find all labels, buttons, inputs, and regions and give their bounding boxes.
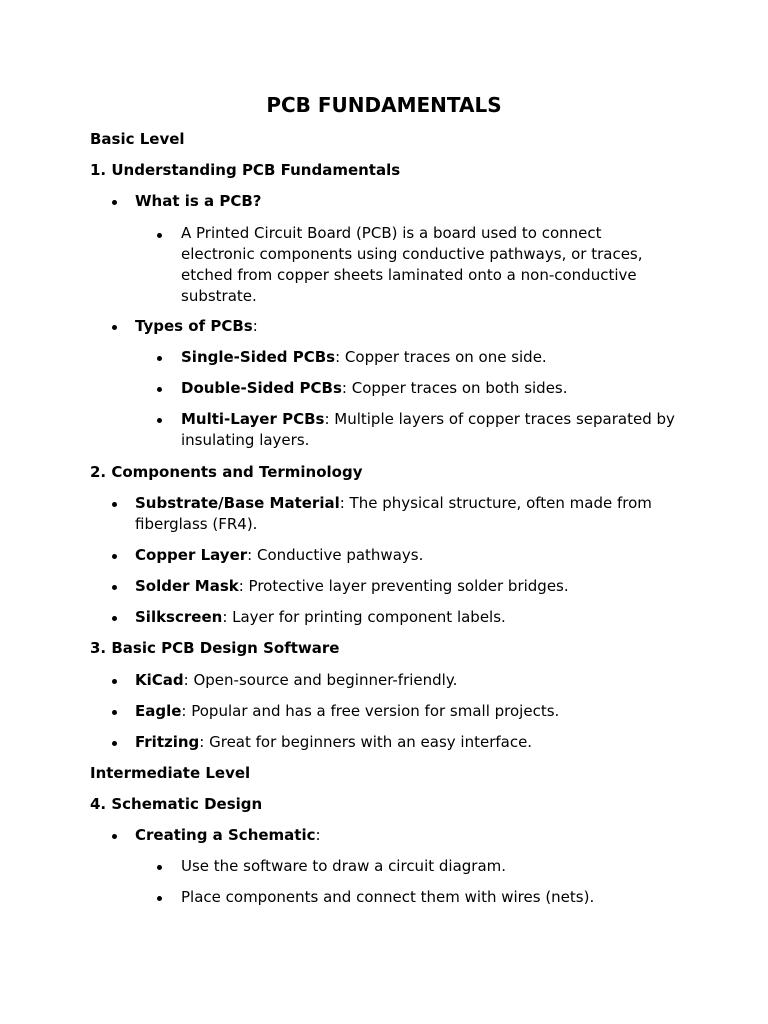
bullet bbox=[112, 710, 118, 716]
types-of-pcbs-item bbox=[135, 316, 680, 337]
terminology-desc: : Layer for printing component labels. bbox=[222, 608, 506, 626]
software-name: KiCad bbox=[135, 671, 184, 689]
bullet bbox=[112, 585, 118, 591]
terminology-item bbox=[135, 545, 680, 566]
bullet bbox=[157, 418, 163, 424]
software-desc: : Open-source and beginner-friendly. bbox=[183, 671, 458, 689]
software-item bbox=[135, 670, 680, 691]
terminology-term: Silkscreen bbox=[135, 608, 223, 626]
bullet bbox=[112, 834, 118, 840]
schematic-step: Place components and connect them with wires (nets). bbox=[181, 888, 595, 906]
pcb-type-term: Multi-Layer PCBs bbox=[181, 410, 325, 428]
bullet bbox=[157, 387, 163, 393]
bullet bbox=[112, 741, 118, 747]
bullet bbox=[157, 896, 163, 902]
pcb-type-term: Single-Sided PCBs bbox=[181, 348, 336, 366]
what-is-pcb-description: A Printed Circuit Board (PCB) is a board used to connect electronic components using conductive pathways, or traces, etched from copper sheets laminated onto a non-conductive substrate. bbox=[181, 224, 643, 305]
bullet bbox=[112, 679, 118, 685]
software-desc: : Popular and has a free version for small projects. bbox=[181, 702, 560, 720]
section-heading-2: 2. Components and Terminology bbox=[90, 463, 363, 481]
pcb-type-item bbox=[181, 409, 681, 451]
bullet bbox=[112, 325, 118, 331]
terminology-item bbox=[135, 607, 680, 628]
pcb-type-desc: : Copper traces on both sides. bbox=[341, 379, 568, 397]
creating-schematic-suffix: : bbox=[315, 826, 321, 844]
terminology-desc: : The physical structure, often made from fiberglass (FR4). bbox=[135, 494, 652, 533]
types-of-pcbs-label: Types of PCBs bbox=[135, 317, 253, 335]
pcb-type-item bbox=[181, 378, 681, 399]
bullet bbox=[112, 616, 118, 622]
pcb-type-term: Double-Sided PCBs bbox=[181, 379, 342, 397]
bullet bbox=[112, 554, 118, 560]
creating-schematic-item bbox=[135, 825, 680, 846]
terminology-desc: : Protective layer preventing solder bridges. bbox=[238, 577, 569, 595]
bullet bbox=[157, 233, 163, 239]
pcb-type-desc: : Copper traces on one side. bbox=[335, 348, 547, 366]
schematic-step: Use the software to draw a circuit diagram. bbox=[181, 857, 507, 875]
creating-schematic-label: Creating a Schematic bbox=[135, 826, 316, 844]
level-heading-intermediate: Intermediate Level bbox=[90, 764, 251, 782]
software-desc: : Great for beginners with an easy interface. bbox=[199, 733, 533, 751]
software-name: Eagle bbox=[135, 702, 182, 720]
section-heading-4: 4. Schematic Design bbox=[90, 795, 263, 813]
software-name: Fritzing bbox=[135, 733, 200, 751]
pcb-type-desc: : Multiple layers of copper traces separated by insulating layers. bbox=[181, 410, 675, 449]
bullet bbox=[112, 200, 118, 206]
terminology-term: Copper Layer bbox=[135, 546, 248, 564]
terminology-term: Solder Mask bbox=[135, 577, 239, 595]
level-heading-basic: Basic Level bbox=[90, 130, 185, 148]
section-heading-3: 3. Basic PCB Design Software bbox=[90, 639, 340, 657]
bullet bbox=[157, 865, 163, 871]
bullet bbox=[157, 356, 163, 362]
bullet bbox=[112, 502, 118, 508]
software-item bbox=[135, 701, 680, 722]
pcb-type-item bbox=[181, 347, 681, 368]
types-of-pcbs-suffix: : bbox=[252, 317, 258, 335]
terminology-term: Substrate/Base Material bbox=[135, 494, 340, 512]
software-item bbox=[135, 732, 680, 753]
page-title: PCB FUNDAMENTALS bbox=[266, 93, 502, 117]
what-is-pcb-label: What is a PCB? bbox=[135, 192, 262, 210]
terminology-item bbox=[135, 493, 665, 535]
section-heading-1: 1. Understanding PCB Fundamentals bbox=[90, 161, 401, 179]
terminology-item bbox=[135, 576, 680, 597]
terminology-desc: : Conductive pathways. bbox=[247, 546, 424, 564]
